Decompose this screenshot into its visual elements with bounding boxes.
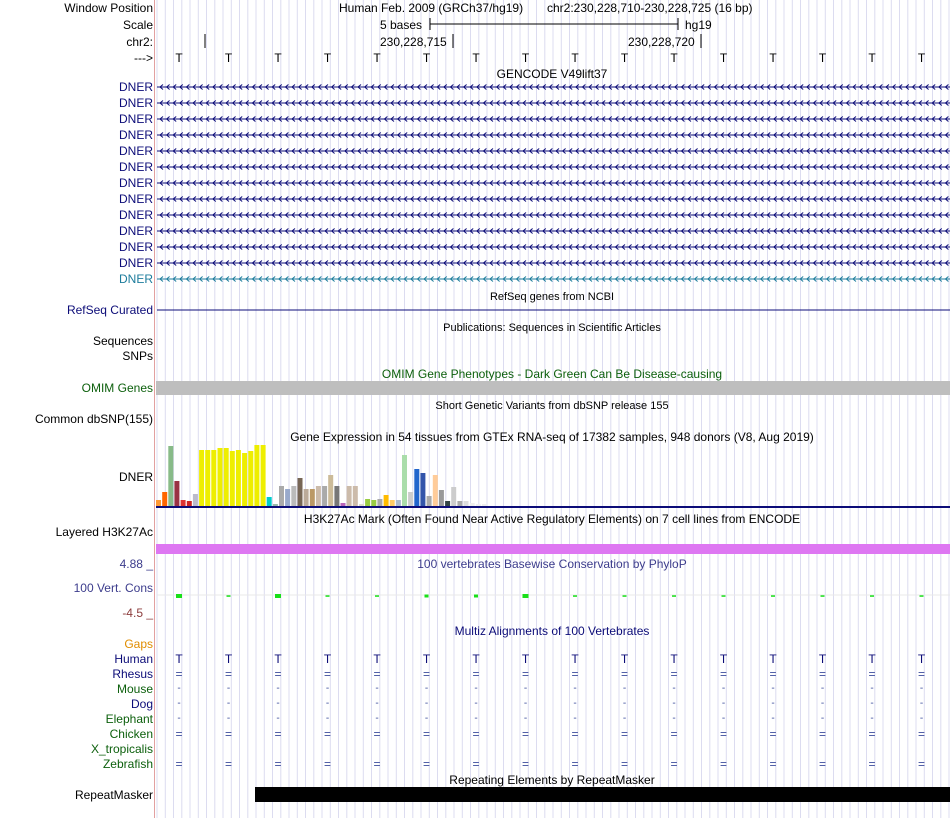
gtex-tissue-bar[interactable] bbox=[377, 499, 382, 506]
alignment-base: = bbox=[323, 727, 332, 741]
gtex-tissue-bar[interactable] bbox=[476, 504, 481, 506]
multiz-title: Multiz Alignments of 100 Vertebrates bbox=[454, 624, 650, 638]
phylop-score bbox=[573, 595, 577, 597]
gtex-tissue-bar[interactable] bbox=[371, 500, 376, 506]
tick-left-text: 230,228,715 bbox=[380, 35, 447, 49]
alignment-base: - bbox=[870, 713, 874, 724]
alignment-base: T bbox=[917, 652, 926, 666]
gtex-tissue-bar[interactable] bbox=[230, 451, 235, 506]
gtex-tissue-bar[interactable] bbox=[464, 501, 469, 506]
alignment-base: - bbox=[721, 698, 726, 709]
phylop-score bbox=[821, 595, 825, 597]
sequence-base: T bbox=[620, 51, 629, 65]
alignment-base: - bbox=[177, 698, 181, 709]
alignment-base: - bbox=[573, 698, 577, 709]
gencode-gene-label[interactable]: DNER bbox=[118, 272, 153, 286]
alignment-base: = bbox=[620, 727, 629, 741]
alignment-base: - bbox=[424, 698, 429, 709]
alignment-base: - bbox=[474, 713, 478, 724]
alignment-base: = bbox=[719, 667, 728, 681]
gtex-tissue-bar[interactable] bbox=[193, 494, 198, 506]
alignment-base: - bbox=[919, 713, 924, 724]
alignment-base: = bbox=[274, 667, 282, 681]
alignment-base: - bbox=[820, 683, 825, 694]
phylop-score bbox=[275, 594, 281, 598]
gtex-tissue-bar[interactable] bbox=[156, 500, 161, 506]
alignment-base: T bbox=[373, 652, 381, 666]
alignment-base: = bbox=[571, 727, 579, 741]
phylop-score bbox=[176, 594, 182, 598]
omim-title: OMIM Gene Phenotypes - Dark Green Can Be Disease-causing bbox=[381, 367, 723, 381]
alignment-base: = bbox=[175, 727, 183, 741]
alignment-base: = bbox=[917, 757, 926, 771]
alignment-base: = bbox=[719, 727, 728, 741]
assembly-text: Human Feb. 2009 (GRCh37/hg19) bbox=[339, 1, 524, 15]
phylop-score bbox=[474, 595, 478, 598]
sequence-base: T bbox=[323, 51, 332, 65]
gtex-tissue-bar[interactable] bbox=[341, 503, 346, 506]
alignment-base: - bbox=[919, 698, 924, 709]
alignment-base: = bbox=[323, 757, 332, 771]
species-label[interactable]: Mouse bbox=[116, 682, 153, 696]
alignment-base: = bbox=[868, 727, 876, 741]
phylop-min-label: -4.5 _ bbox=[122, 606, 153, 620]
gencode-gene-label[interactable]: DNER bbox=[118, 80, 153, 94]
gtex-tissue-bar[interactable] bbox=[408, 492, 413, 506]
phylop-score bbox=[722, 595, 726, 597]
gtex-title: Gene Expression in 54 tissues from GTEx RNA-seq of 17382 samples, 948 donors (V8, Aug 2019) bbox=[290, 430, 814, 444]
phylop-title: 100 vertebrates Basewise Conservation by PhyloP bbox=[417, 557, 687, 571]
tick-right-text: 230,228,720 bbox=[628, 35, 695, 49]
alignment-base: T bbox=[719, 652, 728, 666]
alignment-base: - bbox=[721, 683, 726, 694]
gtex-tissue-bar[interactable] bbox=[218, 448, 223, 506]
alignment-base: T bbox=[620, 652, 629, 666]
alignment-base: = bbox=[521, 757, 530, 771]
phylop-score bbox=[771, 595, 775, 597]
h3k27ac-title: H3K27Ac Mark (Often Found Near Active Regulatory Elements) on 7 cell lines from ENCODE bbox=[303, 512, 801, 526]
alignment-base: = bbox=[274, 727, 282, 741]
alignment-base: - bbox=[424, 683, 429, 694]
gencode-gene-label[interactable]: DNER bbox=[118, 176, 153, 190]
window-position-label: Window Position bbox=[64, 1, 153, 15]
alignment-base: - bbox=[573, 713, 577, 724]
alignment-base: = bbox=[175, 667, 183, 681]
alignment-base: = bbox=[224, 667, 233, 681]
gtex-tissue-bar[interactable] bbox=[334, 486, 339, 506]
alignment-base: T bbox=[422, 652, 431, 666]
sequence-base: T bbox=[868, 51, 876, 65]
alignment-base: = bbox=[472, 667, 480, 681]
species-label[interactable]: Rhesus bbox=[112, 667, 153, 681]
alignment-base: - bbox=[672, 698, 676, 709]
gtex-tissue-bar[interactable] bbox=[279, 486, 284, 506]
alignment-base: = bbox=[769, 727, 777, 741]
alignment-base: T bbox=[769, 652, 777, 666]
alignment-base: = bbox=[818, 757, 827, 771]
gtex-tissue-bar[interactable] bbox=[168, 446, 173, 506]
phylop-score bbox=[425, 595, 429, 598]
alignment-base: = bbox=[917, 667, 926, 681]
alignment-base: = bbox=[274, 757, 282, 771]
alignment-base: - bbox=[474, 683, 478, 694]
alignment-base: - bbox=[375, 683, 379, 694]
alignment-base: = bbox=[620, 667, 629, 681]
gtex-tissue-bar[interactable] bbox=[187, 501, 192, 506]
sequence-base: T bbox=[373, 51, 381, 65]
gtex-tissue-bar[interactable] bbox=[261, 445, 266, 506]
gtex-tissue-bar[interactable] bbox=[328, 475, 333, 506]
gencode-title: GENCODE V49lift37 bbox=[496, 67, 608, 81]
phylop-score bbox=[870, 595, 874, 597]
alignment-base: T bbox=[868, 652, 876, 666]
alignment-base: - bbox=[325, 713, 330, 724]
gtex-gene-label[interactable]: DNER bbox=[118, 470, 153, 484]
sequence-base: T bbox=[521, 51, 530, 65]
alignment-base: = bbox=[670, 757, 678, 771]
gtex-tissue-bar[interactable] bbox=[445, 501, 450, 506]
alignment-base: = bbox=[818, 667, 827, 681]
alignment-base: = bbox=[917, 727, 926, 741]
alignment-base: = bbox=[472, 727, 480, 741]
gtex-tissue-bar[interactable] bbox=[353, 486, 358, 506]
sequence-base: T bbox=[224, 51, 233, 65]
gtex-tissue-bar[interactable] bbox=[322, 486, 327, 506]
phylop-score bbox=[672, 595, 676, 597]
gtex-tissue-bar[interactable] bbox=[199, 450, 204, 506]
alignment-base: = bbox=[224, 757, 233, 771]
alignment-base: - bbox=[771, 713, 775, 724]
gtex-tissue-bar[interactable] bbox=[304, 489, 309, 506]
alignment-base: - bbox=[523, 698, 528, 709]
alignment-base: = bbox=[571, 667, 579, 681]
sequence-base: T bbox=[670, 51, 678, 65]
gtex-tissue-bar[interactable] bbox=[273, 504, 278, 506]
alignment-base: - bbox=[276, 683, 280, 694]
alignment-base: - bbox=[523, 713, 528, 724]
alignment-base: T bbox=[274, 652, 282, 666]
gtex-tissue-bar[interactable] bbox=[359, 504, 364, 506]
gtex-tissue-bar[interactable] bbox=[181, 500, 186, 506]
alignment-base: T bbox=[175, 652, 183, 666]
gtex-tissue-bar[interactable] bbox=[433, 475, 438, 506]
gtex-tissue-bar[interactable] bbox=[384, 495, 389, 506]
refseq-title: RefSeq genes from NCBI bbox=[489, 291, 615, 303]
gtex-tissue-bar[interactable] bbox=[224, 448, 229, 506]
alignment-base: - bbox=[820, 713, 825, 724]
species-label[interactable]: Zebrafish bbox=[102, 757, 153, 771]
gtex-tissue-bar[interactable] bbox=[211, 450, 216, 506]
sequence-base: T bbox=[571, 51, 579, 65]
phylop-score bbox=[375, 595, 379, 597]
gtex-tissue-bar[interactable] bbox=[267, 497, 272, 506]
gtex-tissue-bar[interactable] bbox=[457, 501, 462, 506]
alignment-base: = bbox=[868, 667, 876, 681]
gtex-tissue-bar[interactable] bbox=[291, 486, 296, 506]
alignment-base: - bbox=[325, 683, 330, 694]
alignment-base: = bbox=[224, 727, 233, 741]
gtex-tissue-bar[interactable] bbox=[365, 499, 370, 506]
alignment-base: = bbox=[422, 667, 431, 681]
alignment-base: = bbox=[670, 667, 678, 681]
gtex-tissue-bar[interactable] bbox=[285, 489, 290, 506]
publications-title: Publications: Sequences in Scientific Articles bbox=[443, 322, 661, 334]
alignment-base: - bbox=[375, 698, 379, 709]
alignment-base: - bbox=[622, 698, 627, 709]
alignment-base: - bbox=[177, 713, 181, 724]
alignment-base: T bbox=[521, 652, 530, 666]
gtex-tissue-bar[interactable] bbox=[420, 473, 425, 506]
alignment-base: - bbox=[771, 683, 775, 694]
alignment-base: T bbox=[670, 652, 678, 666]
h3k27ac-bar[interactable] bbox=[156, 544, 950, 554]
alignment-base: - bbox=[573, 683, 577, 694]
gtex-tissue-bar[interactable] bbox=[298, 478, 303, 506]
gtex-tissue-bar[interactable] bbox=[451, 487, 456, 506]
gtex-tissue-bar[interactable] bbox=[482, 504, 487, 506]
species-label[interactable]: Dog bbox=[130, 697, 153, 711]
scale-bar bbox=[205, 18, 701, 48]
gaps-label[interactable]: Gaps bbox=[124, 637, 153, 651]
scale-label: Scale bbox=[122, 18, 153, 32]
sequence-base: T bbox=[769, 51, 777, 65]
alignment-base: = bbox=[373, 667, 381, 681]
alignment-base: T bbox=[224, 652, 233, 666]
alignment-base: - bbox=[523, 683, 528, 694]
alignment-base: = bbox=[818, 727, 827, 741]
alignment-base: - bbox=[375, 713, 379, 724]
gtex-tissue-bar[interactable] bbox=[254, 445, 259, 506]
alignment-base: = bbox=[323, 667, 332, 681]
alignment-base: - bbox=[771, 698, 775, 709]
alignment-base: - bbox=[276, 713, 280, 724]
alignment-base: - bbox=[226, 683, 231, 694]
gencode-gene-label[interactable]: DNER bbox=[118, 144, 153, 158]
alignment-base: - bbox=[424, 713, 429, 724]
alignment-base: = bbox=[521, 667, 530, 681]
alignment-base: = bbox=[868, 757, 876, 771]
gtex-tissue-bar[interactable] bbox=[310, 489, 315, 506]
gencode-gene-label[interactable]: DNER bbox=[118, 224, 153, 238]
alignment-base: = bbox=[373, 757, 381, 771]
gencode-gene-label[interactable]: DNER bbox=[118, 112, 153, 126]
alignment-base: = bbox=[670, 727, 678, 741]
gtex-tissue-bar[interactable] bbox=[162, 492, 167, 506]
dbsnp-title: Short Genetic Variants from dbSNP release 155 bbox=[435, 400, 669, 412]
species-label[interactable]: Human bbox=[114, 652, 153, 666]
gtex-tissue-bar[interactable] bbox=[439, 490, 444, 506]
repeatmasker-bar[interactable] bbox=[255, 787, 950, 802]
alignment-base: = bbox=[769, 757, 777, 771]
alignment-base: = bbox=[769, 667, 777, 681]
gencode-gene-label[interactable]: DNER bbox=[118, 208, 153, 222]
gencode-gene-label[interactable]: DNER bbox=[118, 128, 153, 142]
gtex-tissue-bar[interactable] bbox=[470, 503, 475, 506]
alignment-base: = bbox=[571, 757, 579, 771]
gencode-gene-label[interactable]: DNER bbox=[118, 256, 153, 270]
alignment-base: - bbox=[672, 683, 676, 694]
gtex-tissue-bar[interactable] bbox=[427, 496, 432, 506]
phylop-score bbox=[227, 595, 231, 597]
repeatmasker-title: Repeating Elements by RepeatMasker bbox=[449, 773, 655, 787]
common-dbsnp-label[interactable]: Common dbSNP(155) bbox=[34, 412, 153, 426]
phylop-score bbox=[623, 595, 627, 597]
gtex-tissue-bar[interactable] bbox=[236, 450, 241, 506]
layered-h3k27ac-label[interactable]: Layered H3K27Ac bbox=[55, 525, 153, 539]
alignment-base: = bbox=[422, 757, 431, 771]
alignment-base: T bbox=[571, 652, 579, 666]
gencode-gene-label[interactable]: DNER bbox=[118, 96, 153, 110]
gencode-gene-label[interactable]: DNER bbox=[118, 192, 153, 206]
gtex-tissue-bar[interactable] bbox=[248, 451, 253, 506]
gtex-tissue-bar[interactable] bbox=[242, 453, 247, 506]
gencode-gene-label[interactable]: DNER bbox=[118, 240, 153, 254]
gtex-tissue-bar[interactable] bbox=[205, 450, 210, 506]
chr-label: chr2: bbox=[126, 35, 153, 49]
alignment-base: - bbox=[622, 713, 627, 724]
alignment-base: - bbox=[622, 683, 627, 694]
sequence-base: T bbox=[472, 51, 480, 65]
gtex-tissue-bar[interactable] bbox=[174, 481, 179, 506]
alignment-base: T bbox=[818, 652, 827, 666]
alignment-base: - bbox=[870, 683, 874, 694]
refseq-curated-label[interactable]: RefSeq Curated bbox=[66, 303, 153, 317]
alignment-base: - bbox=[870, 698, 874, 709]
gtex-tissue-bar[interactable] bbox=[316, 486, 321, 506]
omim-bar[interactable] bbox=[156, 381, 950, 395]
species-label[interactable]: X_tropicalis bbox=[90, 742, 153, 756]
gtex-tissue-bar[interactable] bbox=[347, 486, 352, 506]
sequences-label[interactable]: Sequences bbox=[92, 334, 153, 348]
sequence-base: T bbox=[917, 51, 926, 65]
gtex-tissue-bar[interactable] bbox=[414, 469, 419, 506]
phylop-max-label: 4.88 _ bbox=[119, 557, 153, 571]
alignment-base: - bbox=[672, 713, 676, 724]
gtex-tissue-bar[interactable] bbox=[402, 455, 407, 506]
alignment-base: T bbox=[323, 652, 332, 666]
repeatmasker-label[interactable]: RepeatMasker bbox=[74, 788, 153, 802]
omim-genes-label[interactable]: OMIM Genes bbox=[81, 381, 153, 395]
gtex-tissue-bar[interactable] bbox=[390, 500, 395, 506]
alignment-base: = bbox=[472, 757, 480, 771]
gencode-gene-label[interactable]: DNER bbox=[118, 160, 153, 174]
alignment-base: - bbox=[226, 698, 231, 709]
phylop-score bbox=[523, 594, 529, 598]
alignment-base: - bbox=[721, 713, 726, 724]
sequence-base: T bbox=[818, 51, 827, 65]
alignment-base: - bbox=[820, 698, 825, 709]
alignment-base: - bbox=[226, 713, 231, 724]
alignment-base: T bbox=[472, 652, 480, 666]
alignment-base: = bbox=[719, 757, 728, 771]
alignment-base: = bbox=[620, 757, 629, 771]
species-label[interactable]: Chicken bbox=[109, 727, 153, 741]
sequence-base: T bbox=[719, 51, 728, 65]
snps-label[interactable]: SNPs bbox=[122, 349, 153, 363]
alignment-base: - bbox=[325, 698, 330, 709]
gtex-tissue-bar[interactable] bbox=[396, 500, 401, 506]
scale-db-text: hg19 bbox=[685, 18, 712, 32]
sequence-base: T bbox=[175, 51, 183, 65]
phylop-score bbox=[920, 595, 924, 597]
alignment-base: - bbox=[474, 698, 478, 709]
alignment-base: - bbox=[919, 683, 924, 694]
phylop-track-label[interactable]: 100 Vert. Cons bbox=[73, 581, 153, 595]
alignment-base: = bbox=[175, 757, 183, 771]
alignment-base: = bbox=[373, 727, 381, 741]
species-label[interactable]: Elephant bbox=[105, 712, 153, 726]
phylop-score bbox=[326, 595, 330, 597]
scale-text: 5 bases bbox=[380, 18, 423, 32]
sequence-base: T bbox=[422, 51, 431, 65]
strand-label: ---> bbox=[134, 51, 153, 65]
sequence-base: T bbox=[274, 51, 282, 65]
alignment-base: = bbox=[422, 727, 431, 741]
alignment-base: - bbox=[177, 683, 181, 694]
alignment-base: - bbox=[276, 698, 280, 709]
position-text: chr2:230,228,710-230,228,725 (16 bp) bbox=[547, 1, 753, 15]
alignment-base: = bbox=[521, 727, 530, 741]
